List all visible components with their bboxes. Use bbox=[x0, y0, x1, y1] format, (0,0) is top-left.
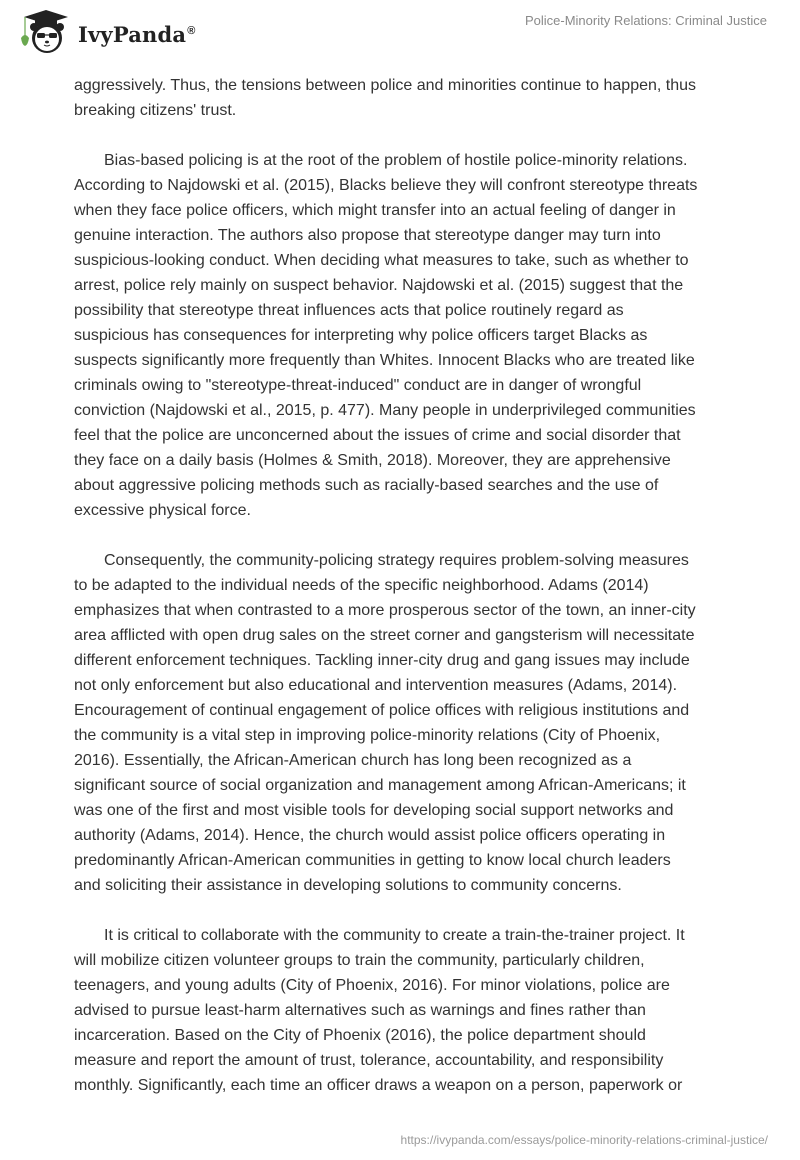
text-line: they face on a daily basis (Holmes & Smith, 2018). Moreover, they are apprehensive bbox=[74, 452, 671, 469]
brand-name-text: IvyPanda bbox=[78, 21, 187, 47]
text-line: Consequently, the community-policing strategy requires problem-solving measures bbox=[104, 552, 689, 569]
panda-graduate-icon bbox=[16, 8, 74, 56]
text-line: breaking citizens' trust. bbox=[74, 102, 237, 119]
text-line: different enforcement techniques. Tackling inner-city drug and gang issues may include bbox=[74, 652, 690, 669]
registered-mark: ® bbox=[187, 24, 196, 37]
text-line: Bias-based policing is at the root of the problem of hostile police-minority relations. bbox=[104, 152, 688, 169]
text-line: According to Najdowski et al. (2015), Blacks believe they will confront stereotype threats bbox=[74, 177, 698, 194]
text-line: aggressively. Thus, the tensions between police and minorities continue to happen, thus bbox=[74, 77, 697, 94]
text-line: feel that the police are unconcerned about the issues of crime and social disorder that bbox=[74, 427, 681, 444]
brand-name bbox=[78, 22, 196, 47]
paragraph bbox=[74, 73, 734, 123]
source-url-link[interactable]: https://ivypanda.com/essays/police-minority-relations-criminal-justice/ bbox=[400, 1133, 768, 1147]
text-line: authority (Adams, 2014). Hence, the church would assist police officers operating in bbox=[74, 827, 666, 844]
text-line: significant source of social organization and management among African-Americans; it bbox=[74, 777, 686, 794]
brand-logo-link[interactable] bbox=[16, 8, 196, 56]
text-line: predominantly African-American communities in getting to know local church leaders bbox=[74, 852, 671, 869]
text-line: arrest, police rely mainly on suspect behavior. Najdowski et al. (2015) suggest that the bbox=[74, 277, 684, 294]
text-line: criminals owing to "stereotype-threat-induced" conduct are in danger of wrongful bbox=[74, 377, 642, 394]
text-line: suspects significantly more frequently than Whites. Innocent Blacks who are treated like bbox=[74, 352, 695, 369]
text-line: possibility that stereotype threat influences acts that police routinely regard as bbox=[74, 302, 624, 319]
text-line: conviction (Najdowski et al., 2015, p. 477). Many people in underprivileged communities bbox=[74, 402, 696, 419]
text-line: excessive physical force. bbox=[74, 502, 251, 519]
text-line: suspicious-looking conduct. When deciding what measures to take, such as whether to bbox=[74, 252, 689, 269]
paragraph bbox=[74, 923, 734, 1098]
paragraph bbox=[74, 148, 734, 523]
essay-body bbox=[74, 73, 734, 1123]
text-line: emphasizes that when contrasted to a more prosperous sector of the town, an inner-city bbox=[74, 602, 696, 619]
text-line: It is critical to collaborate with the community to create a train-the-trainer project. It bbox=[104, 927, 685, 944]
page-header bbox=[0, 0, 800, 62]
text-line: the community is a vital step in improving police-minority relations (City of Phoenix, bbox=[74, 727, 661, 744]
text-line: about aggressive policing methods such as racially-based searches and the use of bbox=[74, 477, 659, 494]
text-line: 2016). Essentially, the African-American church has long been recognized as a bbox=[74, 752, 632, 769]
paragraph bbox=[74, 548, 734, 898]
text-line: genuine interaction. The authors also propose that stereotype danger may turn into bbox=[74, 227, 661, 244]
text-line: Encouragement of continual engagement of police offices with religious institutions and bbox=[74, 702, 690, 719]
text-line: will mobilize citizen volunteer groups to train the community, particularly children, bbox=[74, 952, 645, 969]
text-line: not only enforcement but also educational and intervention measures (Adams, 2014). bbox=[74, 677, 678, 694]
text-line: suspicious has consequences for interpreting why police officers target Blacks as bbox=[74, 327, 648, 344]
text-line: when they face police officers, which might transfer into an actual feeling of danger in bbox=[74, 202, 676, 219]
text-line: incarceration. Based on the City of Phoenix (2016), the police department should bbox=[74, 1027, 646, 1044]
text-line: teenagers, and young adults (City of Phoenix, 2016). For minor violations, police are bbox=[74, 977, 670, 994]
text-line: to be adapted to the individual needs of the specific neighborhood. Adams (2014) bbox=[74, 577, 649, 594]
text-line: measure and report the amount of trust, tolerance, accountability, and responsibility bbox=[74, 1052, 664, 1069]
text-line: and soliciting their assistance in developing solutions to community concerns. bbox=[74, 877, 622, 894]
text-line: advised to pursue least-harm alternatives such as warnings and fines rather than bbox=[74, 1002, 646, 1019]
document-title: Police-Minority Relations: Criminal Justice bbox=[524, 13, 767, 28]
text-line: area afflicted with open drug sales on the street corner and gangsterism will necessitate bbox=[74, 627, 695, 644]
text-line: was one of the first and most visible tools for developing social support networks and bbox=[74, 802, 674, 819]
text-line: monthly. Significantly, each time an officer draws a weapon on a person, paperwork or bbox=[74, 1077, 683, 1094]
